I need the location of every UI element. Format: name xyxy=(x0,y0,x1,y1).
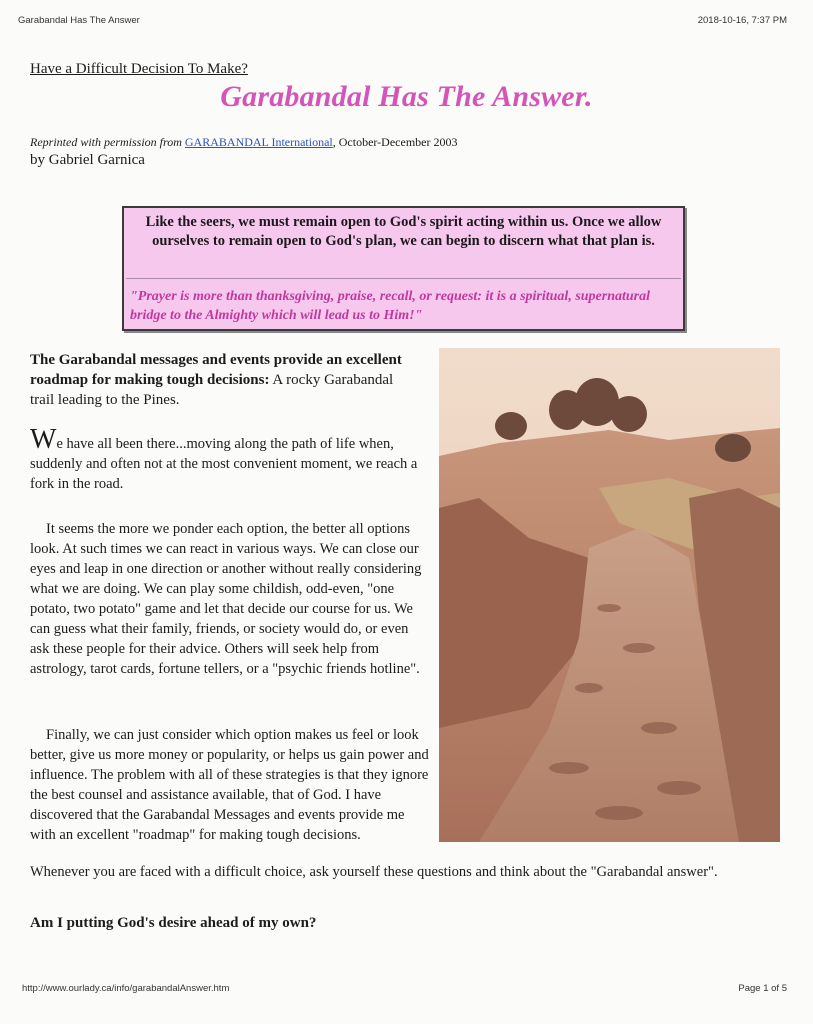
article-kicker: Have a Difficult Decision To Make? xyxy=(30,61,248,77)
trail-photo xyxy=(439,348,780,842)
garabandal-international-link[interactable]: GARABANDAL International xyxy=(184,135,333,149)
trail-photo-illustration xyxy=(439,348,780,842)
print-timestamp: 2018-10-16, 7:37 PM xyxy=(697,15,787,26)
print-footer xyxy=(22,983,787,994)
paragraph-3: Finally, we can just consider which option makes us feel or look better, give us more money or popularity, or helps us gain power and influence. The problem with all of these strategies is that they ignore the best counsel and assistance available, that of God. I have discovered that the Garabandal Messages and events provide me with an excellent "roadmap" for making tough decisions. xyxy=(30,727,429,843)
question-heading: Am I putting God's desire ahead of my own? xyxy=(30,915,317,931)
pull-quote-box xyxy=(122,206,685,331)
byline: by Gabriel Garnica xyxy=(30,152,145,168)
photo-caption: A rocky Garabandal trail leading to the Pines. xyxy=(30,372,394,408)
paragraph-3-continued: Whenever you are faced with a difficult choice, ask yourself these questions and think about the "Garabandal answer". xyxy=(30,864,718,880)
paragraph-1-text: e have all been there...moving along the path of life when, suddenly and often not at the most convenient moment, we reach a fork in the road. xyxy=(30,436,418,492)
callout-quote: "Prayer is more than thanksgiving, praise, recall, or request: it is a spiritual, supernatural bridge to the Almighty which will lead us to Him!" xyxy=(130,289,651,323)
page-number: Page 1 of 5 xyxy=(738,983,787,994)
lede-bold: The Garabandal messages and events provide an excellent roadmap for making tough decisions: xyxy=(30,352,402,388)
callout-statement: Like the seers, we must remain open to God's spirit acting within us. Once we allow ourselves to remain open to God's plan, we can begin to discern what that plan is. xyxy=(145,214,662,249)
credit-tail: , October-December 2003 xyxy=(332,135,458,149)
reprint-credit xyxy=(30,135,457,150)
print-page-title: Garabandal Has The Answer xyxy=(18,15,140,26)
drop-cap: W xyxy=(30,424,57,455)
paragraph-1 xyxy=(30,424,430,494)
article-title: Garabandal Has The Answer. xyxy=(220,80,593,113)
lede-paragraph xyxy=(30,350,415,410)
page-url: http://www.ourlady.ca/info/garabandalAnswer.htm xyxy=(22,983,230,994)
print-header xyxy=(18,15,787,26)
credit-lead: Reprinted with permission from xyxy=(30,135,182,149)
paragraph-2: It seems the more we ponder each option, the better all options look. At such times we can react in various ways. We can close our eyes and leap in one direction or another without really considering what we are doing. We can play some childish, odd-even, "one potato, two potato" game and let that decide our course for us. We can guess what their family, friends, or society would do, or even ask these people for their advice. Others will seek help from astrology, tarot cards, fortune tellers, or a "psychic friends hotline". xyxy=(30,521,422,677)
